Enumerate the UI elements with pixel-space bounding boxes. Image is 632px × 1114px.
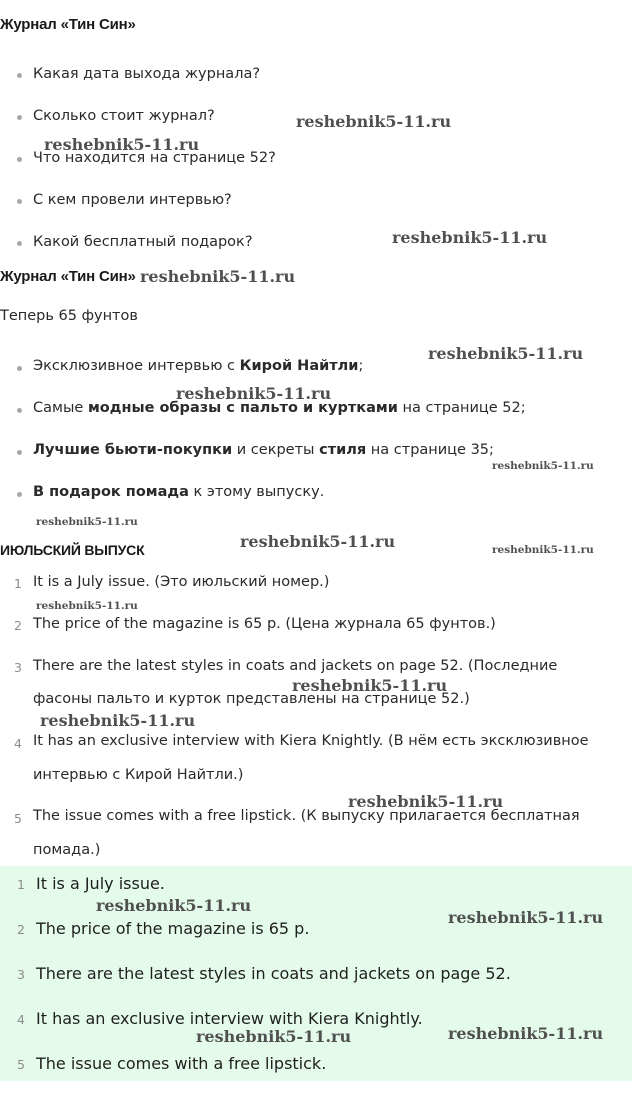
watermark: reshebnik5-11.ru [36,516,138,528]
bullet-icon [17,450,22,455]
section1-heading: Журнал «Тин Син» [0,16,136,33]
answer-line: It has an exclusive interview with Kiera Knightly. (В нём есть эксклюзивное [33,733,589,749]
answer-line: It is a July issue. (Это июльский номер.) [33,574,330,590]
section2-heading: Журнал «Тин Син» [0,268,136,285]
answer-line: интервью с Кирой Найтли.) [33,767,244,783]
price-line: Теперь 65 фунтов [0,308,138,324]
watermark: reshebnik5-11.ru [348,792,504,811]
feature-item: Эксклюзивное интервью с Кирой Найтли; [33,358,364,374]
answer-number: 2 [14,618,22,633]
bullet-icon [17,366,22,371]
answer-number: 3 [14,660,22,675]
answer-number: 4 [17,1012,25,1027]
answer-line: The price of the magazine is 65 p. (Цена журнала 65 фунтов.) [33,616,496,632]
answer-line: The issue comes with a free lipstick. (К выпуску прилагается бесплатная [33,808,580,824]
watermark: reshebnik5-11.ru [240,532,396,551]
bullet-icon [17,73,22,78]
final-answer: There are the latest styles in coats and jackets on page 52. [36,964,511,983]
watermark: reshebnik5-11.ru [492,460,594,472]
watermark: reshebnik5-11.ru [36,600,138,612]
question-item: Какой бесплатный подарок? [33,234,253,250]
final-answer: The price of the magazine is 65 p. [36,919,310,938]
bullet-icon [17,115,22,120]
answer-line: фасоны пальто и курток представлены на странице 52.) [33,691,470,707]
watermark: reshebnik5-11.ru [96,896,252,915]
watermark: reshebnik5-11.ru [392,228,548,247]
watermark: reshebnik5-11.ru [176,384,332,403]
watermark: reshebnik5-11.ru [448,908,604,927]
answer-line: There are the latest styles in coats and jackets on page 52. (Последние [33,658,558,674]
watermark: reshebnik5-11.ru [292,676,448,695]
watermark: reshebnik5-11.ru [140,267,296,286]
feature-item: В подарок помада к этому выпуску. [33,484,325,500]
bullet-icon [17,199,22,204]
feature-item: Самые модные образы с пальто и куртками на странице 52; [33,400,526,416]
final-answer: It has an exclusive interview with Kiera Knightly. [36,1009,423,1028]
feature-item: Лучшие бьюти-покупки и секреты стиля на странице 35; [33,442,494,458]
bullet-icon [17,492,22,497]
final-answer: The issue comes with a free lipstick. [36,1054,327,1073]
bullet-icon [17,157,22,162]
question-item: Сколько стоит журнал? [33,108,215,124]
answer-number: 3 [17,967,25,982]
question-item: С кем провели интервью? [33,192,232,208]
watermark: reshebnik5-11.ru [492,544,594,556]
answer-number: 2 [17,922,25,937]
answer-number: 1 [17,877,25,892]
watermark: reshebnik5-11.ru [428,344,584,363]
watermark: reshebnik5-11.ru [44,135,200,154]
final-answer: It is a July issue. [36,874,165,893]
question-item: Что находится на странице 52? [33,150,276,166]
answer-number: 4 [14,736,22,751]
answer-number: 1 [14,576,22,591]
bullet-icon [17,241,22,246]
question-item: Какая дата выхода журнала? [33,66,261,82]
answer-line: помада.) [33,842,101,858]
watermark: reshebnik5-11.ru [296,112,452,131]
bullet-icon [17,408,22,413]
watermark: reshebnik5-11.ru [196,1027,352,1046]
watermark: reshebnik5-11.ru [448,1024,604,1043]
answer-number: 5 [14,811,22,826]
issue-heading: ИЮЛЬСКИЙ ВЫПУСК [0,542,145,558]
watermark: reshebnik5-11.ru [40,711,196,730]
answer-number: 5 [17,1057,25,1072]
